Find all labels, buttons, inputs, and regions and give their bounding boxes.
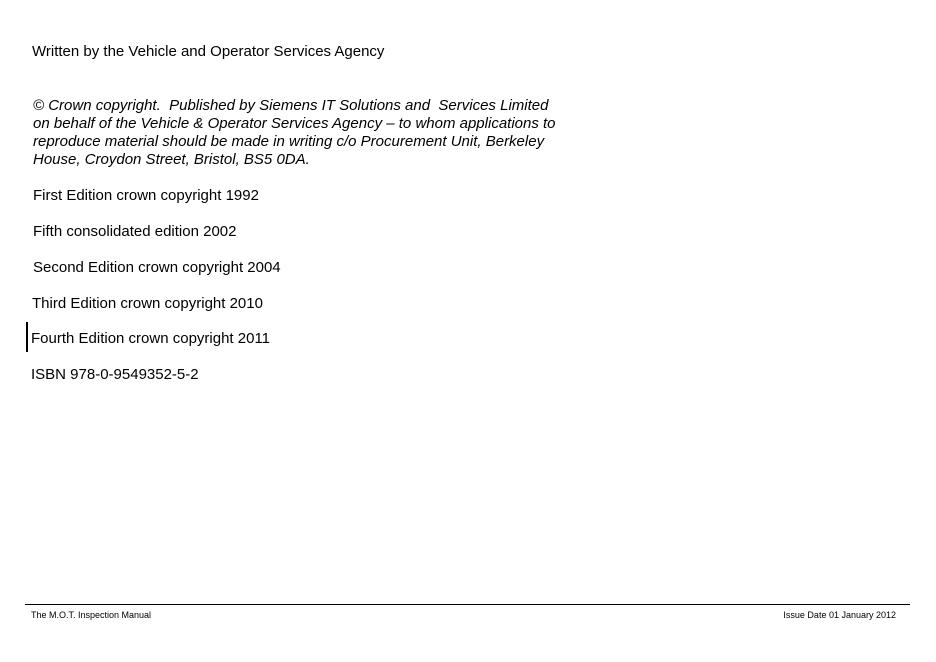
copyright-notice [33,97,556,169]
footer-title: The M.O.T. Inspection Manual [31,610,152,620]
footer-divider [25,604,910,605]
copyright-line: © Crown copyright. Published by Siemens IT Solutions and Services Limited [33,97,549,114]
isbn-line: ISBN 978-0-9549352-5-2 [31,366,199,383]
edition-line: Fifth consolidated edition 2002 [33,223,237,240]
copyright-line: on behalf of the Vehicle & Operator Services Agency – to whom applications to [33,115,556,132]
author-line: Written by the Vehicle and Operator Services Agency [32,43,385,60]
edition-line: First Edition crown copyright 1992 [33,187,259,204]
edition-line[interactable]: Fourth Edition crown copyright 2011 [31,330,271,347]
copyright-line: House, Croydon Street, Bristol, BS5 0DA. [33,151,310,168]
copyright-line: reproduce material should be made in writing c/o Procurement Unit, Berkeley [33,133,545,150]
text-cursor [26,322,28,352]
edition-line: Second Edition crown copyright 2004 [33,259,281,276]
edition-line: Third Edition crown copyright 2010 [32,295,263,312]
footer-issue-date: Issue Date 01 January 2012 [783,610,896,620]
